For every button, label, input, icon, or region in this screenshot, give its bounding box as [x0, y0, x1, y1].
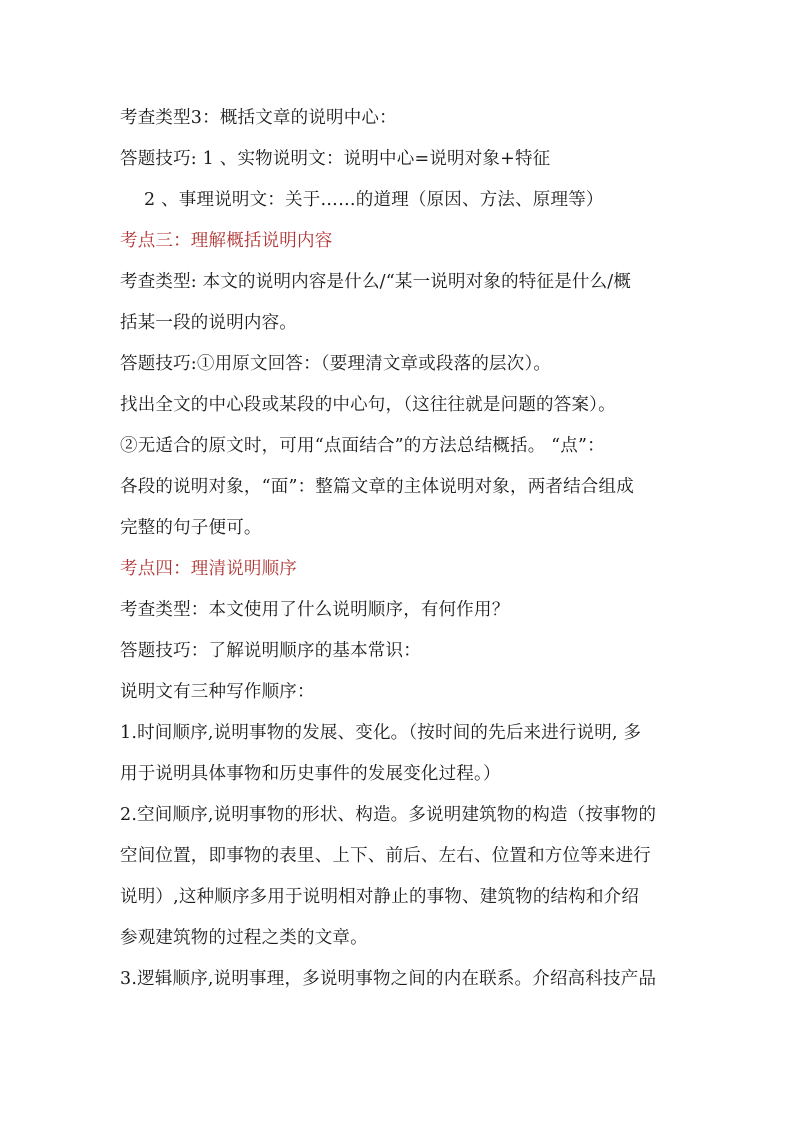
answer-tip-line-2: 找出全文的中心段或某段的中心句，（这往往就是问题的答案）。	[120, 395, 616, 415]
answer-tip-order: 答题技巧：了解说明顺序的基本常识：	[120, 641, 421, 661]
question-type-3: 考查类型3：概括文章的说明中心：	[120, 108, 397, 128]
space-order-line-2: 空间位置，即事物的表里、上下、前后、左右、位置和方位等来进行	[120, 846, 651, 866]
answer-tip-line-5: 完整的句子便可。	[120, 518, 262, 538]
section-heading-4: 考点四：理清说明顺序	[120, 559, 297, 579]
logic-order-line-1: 3.逻辑顺序,说明事理，多说明事物之间的内在联系。介绍高科技产品	[120, 969, 657, 989]
question-type-order: 考查类型：本文使用了什么说明顺序，有何作用？	[120, 600, 510, 620]
section-heading-3: 考点三：理解概括说明内容	[120, 231, 333, 251]
space-order-line-4: 参观建筑物的过程之类的文章。	[120, 928, 368, 948]
answer-tip-line-4: 各段的说明对象，“面”：整篇文章的主体说明对象，两者结合组成	[120, 477, 634, 497]
time-order-line-2: 用于说明具体事物和历史事件的发展变化过程。）	[120, 764, 501, 784]
answer-tip-2: 2 、事理说明文：关于……的道理（原因、方法、原理等）	[144, 190, 604, 210]
order-intro: 说明文有三种写作顺序：	[120, 682, 315, 702]
time-order-line-1: 1.时间顺序,说明事物的发展、变化。（按时间的先后来进行说明, 多	[120, 723, 642, 743]
space-order-line-1: 2.空间顺序,说明事物的形状、构造。多说明建筑物的构造（按事物的	[120, 805, 657, 825]
answer-tip-line-1: 答题技巧:①用原文回答：（要理清文章或段落的层次）。	[120, 354, 552, 374]
answer-tip-1: 答题技巧: 1 、实物说明文：说明中心=说明对象+特征	[120, 149, 551, 169]
question-type-line-1: 考查类型: 本文的说明内容是什么/“某一说明对象的特征是什么/概	[120, 272, 632, 292]
question-type-line-2: 括某一段的说明内容。	[120, 313, 297, 333]
space-order-line-3: 说明）,这种顺序多用于说明相对静止的事物、建筑物的结构和介绍	[120, 887, 640, 907]
answer-tip-line-3: ②无适合的原文时，可用“点面结合”的方法总结概括。 “点”：	[120, 436, 605, 456]
